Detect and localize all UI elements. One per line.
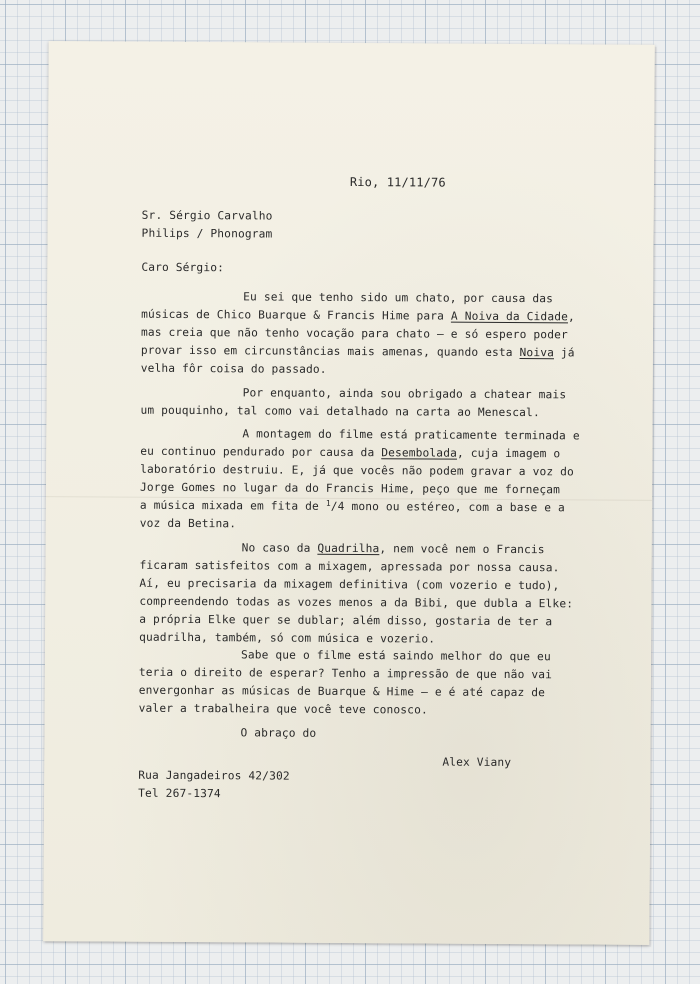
letter-date: Rio, 11/11/76 [349, 174, 446, 190]
paragraph-3-line-5 [140, 500, 565, 514]
text-span: a música mixada em fita de [139, 498, 326, 513]
paragraph-3-line-1: A montagem do filme está praticamente terminada e [242, 427, 580, 443]
paragraph-5-line-1: Sabe que o filme está saindo melhor do que eu [240, 648, 551, 664]
text-span: eu continuo pendurado por causa da [140, 444, 382, 460]
fraction-numerator: 1 [325, 498, 331, 508]
song-title: Quadrilha [317, 541, 380, 556]
paragraph-1-line-3: mas creia que não tenho vocação para chato — e só espero poder [140, 325, 568, 342]
paragraph-3-line-2 [140, 446, 560, 460]
paragraph-1-line-2 [141, 309, 575, 323]
closing: O abraço do [240, 726, 317, 740]
underlined-word: Noiva [519, 346, 555, 360]
salutation: Caro Sérgio: [141, 260, 225, 275]
text-span: , cuja imagem o [456, 446, 561, 461]
paragraph-4-line-2: ficaram satisfeitos com a mixagem, apressada por nossa causa. [139, 558, 560, 575]
text-span: provar isso em circunstâncias mais amenas, quando esta [140, 343, 520, 360]
sender-address: Rua Jangadeiros 42/302 [138, 768, 290, 783]
letter-paper [43, 41, 654, 945]
signature: Alex Viany [442, 755, 512, 769]
paragraph-2-line-2: um pouquinho, tal como vai detalhado na carta ao Menescal. [140, 403, 540, 420]
paragraph-4-line-1 [242, 542, 545, 555]
paragraph-4-line-6: quadrilha, também, só com música e vozerio. [139, 630, 436, 646]
paragraph-4-line-3: Aí, eu precisaria da mixagem definitiva (com vozerio e tudo), [139, 576, 560, 593]
paragraph-4-line-4: compreendendo todas as vozes menos a da Bibi, que dubla a Elke: [139, 594, 574, 611]
paragraph-1-line-5: velha fôr coisa do passado. [140, 361, 327, 376]
text-span: No caso da [241, 541, 318, 555]
film-title: A Noiva da Cidade [450, 309, 569, 324]
paragraph-3-line-4: Jorge Gomes no lugar da do Francis Hime, peço que me forneçam [139, 480, 561, 497]
paragraph-3-line-6: voz da Betina. [139, 516, 237, 531]
text-span: , [567, 310, 575, 324]
paragraph-1-line-1: Eu sei que tenho sido um chato, por causa das [243, 290, 554, 306]
song-title: Desembolada [381, 446, 458, 460]
recipient-name: Sr. Sérgio Carvalho [141, 208, 273, 223]
paragraph-4-line-5: a própria Elke quer se dublar; além disso, gostaria de ter a [139, 612, 553, 629]
paragraph-5-line-3: envergonhar as músicas de Buarque & Hime — e é até capaz de [138, 683, 546, 700]
text-span: , nem você nem o Francis [379, 542, 545, 557]
recipient-company: Philips / Phonogram [141, 226, 273, 241]
paragraph-1-line-4 [141, 345, 575, 359]
text-span: /4 mono ou estéreo, com a base e a [330, 499, 565, 515]
paragraph-3-line-3: laboratório destruiu. E, já que vocês não podem gravar a voz do [140, 462, 574, 479]
paragraph-5-line-2: teria o direito de esperar? Tenho a impressão de que não vai [138, 665, 553, 682]
text-span: músicas de Chico Buarque & Francis Hime para [141, 307, 451, 323]
sender-phone: Tel 267-1374 [138, 786, 221, 801]
text-span: já [553, 346, 575, 360]
paragraph-5-line-4: valer a trabalheira que você teve conosco. [138, 701, 428, 717]
paragraph-2-line-1: Por enquanto, ainda sou obrigado a chatear mais [242, 386, 567, 402]
